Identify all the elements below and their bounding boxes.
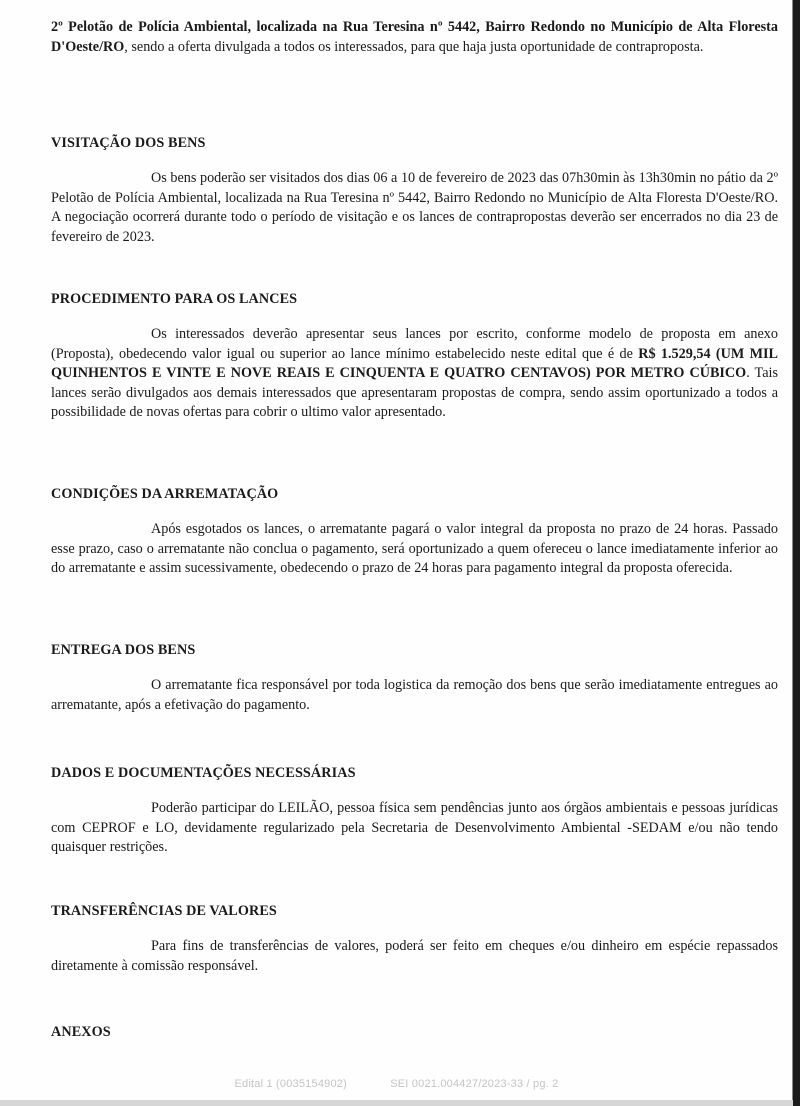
section-heading: PROCEDIMENTO PARA OS LANCES — [51, 291, 298, 307]
section-body: Os bens poderão ser visitados dos dias 06 a 10 de fevereiro de 2023 das 07h30min às 13h30min no pátio da 2º Pelotão de Polícia Ambiental, localizada na Rua Teresina nº 5442, Bairro Redondo no Município de Alta Floresta D'Oeste/RO. A negociação ocorrerá durante todo o período de visitação e os lances de contrapropostas deverão ser encerrados no dia 23 de fevereiro de 2023. — [51, 170, 778, 245]
section-heading: VISITAÇÃO DOS BENS — [51, 135, 206, 151]
intro-bold-text: 2º Pelotão de Polícia Ambiental, localizada na Rua Teresina nº 5442, Bairro Redondo no Município de Alta Floresta D'Oeste/RO — [51, 19, 778, 55]
section-entrega — [51, 641, 778, 715]
section-transferencias — [51, 902, 778, 976]
section-visitacao — [51, 134, 778, 247]
body-text: . Tais lances serão divulgados aos demais interessados que apresentaram propostas de compra, sendo assim oportunizado a todos a possibilidade de novas ofertas para cobrir o ultimo valor apresentado. — [51, 365, 778, 420]
body-text: Os interessados deverão apresentar seus lances por escrito, conforme modelo de proposta em anexo (Proposta), obedecendo valor igual ou superior ao lance mínimo estabelecido neste edital que é de — [51, 326, 778, 362]
viewer-edge — [792, 0, 800, 1106]
intro-text: , sendo a oferta divulgada a todos os interessados, para que haja justa oportunidade de contraproposta. — [124, 38, 704, 55]
section-heading: DADOS E DOCUMENTAÇÕES NECESSÁRIAS — [51, 765, 356, 781]
section-condicoes — [51, 485, 778, 579]
minimum-bid-value: R$ 1.529,54 (UM MIL QUINHENTOS E VINTE E NOVE REAIS E CINQUENTA E QUATRO CENTAVOS) POR METRO CÚBICO — [51, 345, 778, 381]
page-footer — [0, 1078, 793, 1090]
section-heading: ANEXOS — [51, 1024, 111, 1040]
section-body — [51, 325, 778, 423]
section-procedimento — [51, 290, 778, 423]
section-body: Para fins de transferências de valores, poderá ser feito em cheques e/ou dinheiro em espécie repassados diretamente à comissão responsável. — [51, 938, 778, 974]
section-heading: TRANSFERÊNCIAS DE VALORES — [51, 903, 277, 919]
footer-doc-ref: Edital 1 (0035154902) — [234, 1078, 347, 1090]
page-bottom-edge — [0, 1100, 793, 1106]
intro-paragraph — [51, 18, 778, 57]
section-dados — [51, 764, 778, 858]
footer-sei-ref: SEI 0021.004427/2023-33 / pg. 2 — [390, 1078, 559, 1090]
section-heading: CONDIÇÕES DA ARREMATAÇÃO — [51, 486, 279, 502]
section-heading: ENTREGA DOS BENS — [51, 642, 196, 658]
section-body: Após esgotados os lances, o arrematante pagará o valor integral da proposta no prazo de 24 horas. Passado esse prazo, caso o arrematante não conclua o pagamento, será oportunizado a quem ofereceu o lance imediatamente inferior ao do arrematante e assim sucessivamente, obedecendo o prazo de 24 horas para pagamento integral da proposta oferecida. — [51, 521, 778, 576]
section-body: O arrematante fica responsável por toda logistica da remoção dos bens que serão imediatamente entregues ao arrematante, após a efetivação do pagamento. — [51, 677, 778, 713]
section-body: Poderão participar do LEILÃO, pessoa física sem pendências junto aos órgãos ambientais e pessoas jurídicas com CEPROF e LO, devidamente regularizado pela Secretaria de Desenvolvimento Ambiental -SEDAM e/ou não tendo quaisquer restrições. — [51, 800, 778, 855]
section-anexos — [51, 1023, 778, 1042]
